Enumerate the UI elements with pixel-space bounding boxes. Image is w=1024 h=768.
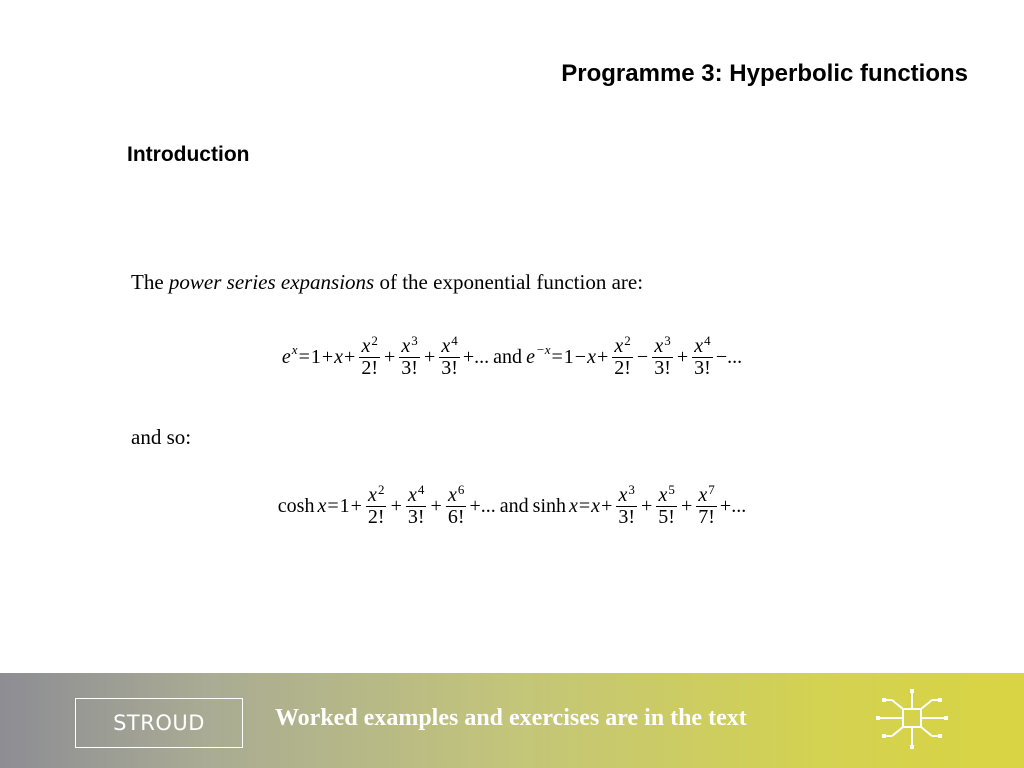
- term-power: 2: [371, 333, 378, 348]
- intro-prefix: The: [131, 270, 164, 294]
- page-title: Programme 3: Hyperbolic functions: [561, 60, 968, 87]
- plus-sign: +: [430, 495, 442, 517]
- exp-base: e: [526, 346, 535, 368]
- footer-message: Worked examples and exercises are in the text: [275, 705, 747, 731]
- exponential-series-equations: [0, 333, 1024, 379]
- term-variable: x: [658, 484, 668, 506]
- series-tail: −...: [715, 346, 743, 368]
- term-variable: x: [618, 484, 628, 506]
- term-power: 4: [417, 482, 425, 497]
- term-denominator: 7!: [698, 506, 715, 528]
- minus-sign: −: [574, 346, 587, 368]
- term-denominator: 2!: [367, 506, 385, 528]
- equals-sign: =: [327, 495, 339, 517]
- constant-one: 1: [310, 346, 321, 368]
- term-denominator: 3!: [407, 506, 425, 528]
- function-name: sinh: [532, 495, 566, 517]
- cosh-series: [277, 482, 496, 528]
- intro-emphasis: power series expansions: [168, 270, 375, 294]
- term-denominator: 3!: [654, 357, 671, 379]
- sinh-series: [532, 482, 747, 528]
- plus-sign: +: [350, 495, 362, 517]
- fraction-term: [612, 333, 633, 379]
- term-variable: x: [694, 335, 704, 357]
- intro-suffix: of the exponential function are:: [379, 270, 644, 294]
- term-power: 2: [377, 482, 385, 497]
- fraction-term: [399, 333, 420, 379]
- constant-one: 1: [339, 495, 350, 517]
- fraction-term: [366, 482, 387, 528]
- term-power: 4: [451, 333, 458, 348]
- term-power: 5: [668, 482, 675, 497]
- fraction-term: [656, 482, 677, 528]
- series-tail: +...: [469, 495, 496, 517]
- term-denominator: 3!: [441, 357, 458, 379]
- term-denominator: 6!: [447, 506, 465, 528]
- stroud-brand-box: STROUD: [75, 698, 243, 748]
- exp-exponent: x: [291, 341, 298, 357]
- term-power: 4: [704, 333, 711, 348]
- term-power: 3: [664, 333, 671, 348]
- plus-sign: +: [383, 346, 396, 368]
- term-power: 6: [457, 482, 465, 497]
- exp-base: e: [281, 346, 291, 368]
- term-variable: x: [401, 335, 411, 357]
- term-power: 3: [411, 333, 418, 348]
- circuit-node-icon: [872, 687, 952, 751]
- equals-sign: =: [551, 346, 563, 368]
- term-denominator: 2!: [361, 357, 378, 379]
- term-variable: x: [368, 484, 377, 506]
- section-heading: Introduction: [127, 143, 250, 166]
- exp-exponent: −x: [535, 341, 551, 357]
- intro-paragraph: [131, 270, 643, 295]
- function-name: cosh: [277, 495, 315, 517]
- variable-x: x: [591, 495, 601, 517]
- fraction-term: [439, 333, 460, 379]
- term-denominator: 3!: [694, 357, 711, 379]
- term-variable: x: [447, 484, 457, 506]
- and-word: and: [499, 495, 529, 517]
- fraction-term: [446, 482, 467, 528]
- variable-x: x: [334, 346, 344, 368]
- plus-sign: +: [596, 346, 609, 368]
- hyperbolic-series-equations: [0, 482, 1024, 528]
- minus-sign: −: [636, 346, 649, 368]
- term-power: 2: [624, 333, 631, 348]
- plus-sign: +: [423, 346, 436, 368]
- variable-x: x: [317, 495, 327, 517]
- plus-sign: +: [676, 346, 689, 368]
- plus-sign: +: [390, 495, 402, 517]
- fraction-term: [652, 333, 673, 379]
- term-variable: x: [408, 484, 417, 506]
- term-power: 7: [708, 482, 715, 497]
- variable-x: x: [587, 346, 596, 368]
- equals-sign: =: [298, 346, 310, 368]
- plus-sign: +: [680, 495, 693, 517]
- term-variable: x: [698, 484, 708, 506]
- term-denominator: 5!: [658, 506, 675, 528]
- and-word: and: [493, 346, 523, 368]
- term-denominator: 2!: [614, 357, 631, 379]
- constant-one: 1: [563, 346, 574, 368]
- plus-sign: +: [344, 346, 356, 368]
- fraction-term: [692, 333, 713, 379]
- transition-text: and so:: [131, 425, 192, 449]
- footer-band: [0, 673, 1024, 768]
- exp-positive-series: [281, 333, 490, 379]
- series-tail: +...: [462, 346, 490, 368]
- fraction-term: [616, 482, 637, 528]
- term-variable: x: [361, 335, 371, 357]
- exp-negative-series: [526, 333, 743, 379]
- series-tail: +...: [719, 495, 747, 517]
- term-denominator: 3!: [618, 506, 636, 528]
- variable-x: x: [569, 495, 578, 517]
- fraction-term: [359, 333, 380, 379]
- term-power: 3: [628, 482, 635, 497]
- plus-sign: +: [601, 495, 613, 517]
- fraction-term: [696, 482, 717, 528]
- term-variable: x: [614, 335, 624, 357]
- term-denominator: 3!: [401, 357, 418, 379]
- plus-sign: +: [641, 495, 653, 517]
- fraction-term: [406, 482, 427, 528]
- term-variable: x: [654, 335, 664, 357]
- plus-sign: +: [321, 346, 334, 368]
- term-variable: x: [441, 335, 451, 357]
- equals-sign: =: [578, 495, 591, 517]
